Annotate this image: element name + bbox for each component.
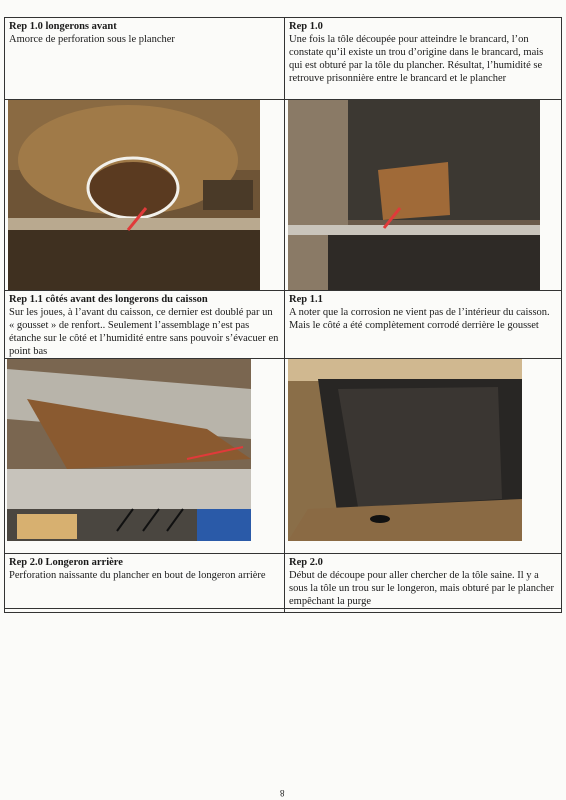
rep-1-1-left-text: Sur les joues, à l’avant du caisson, ce dernier est doublé par un « gousset » de renfort.. Seulement l’assemblage n’est pas étanche sur le côté et l’humidité entre sans pouvoir s’évacuer en point bas bbox=[9, 307, 279, 357]
rep-1-1-right-text: A noter que la corrosion ne vient pas de l’intérieur du caisson. Mais le côté a été complètement corrodé derrière le gousset bbox=[289, 307, 550, 331]
rep-2-0-left-text: Perforation naissante du plancher en bout de longeron arrière bbox=[9, 570, 266, 581]
rep-1-0-left-title: Rep 1.0 longerons avant bbox=[9, 21, 117, 32]
rep-1-0-left-text: Amorce de perforation sous le plancher bbox=[9, 34, 175, 45]
rep-1-0-right-title: Rep 1.0 bbox=[289, 21, 323, 32]
rep-1-0-left-cell bbox=[5, 18, 284, 99]
rep-1-1-right-title: Rep 1.1 bbox=[289, 294, 323, 305]
report-table-lower bbox=[4, 553, 562, 613]
rep-2-0-left-title: Rep 2.0 Longeron arrière bbox=[9, 557, 123, 568]
photo-rep-1-1-gusset bbox=[7, 359, 251, 541]
rep-2-0-right-title: Rep 2.0 bbox=[289, 557, 323, 568]
report-table-upper bbox=[4, 17, 562, 609]
photo-rep-1-0-cut-panel bbox=[288, 100, 540, 290]
photo-rep-1-1-caisson bbox=[288, 359, 522, 541]
rep-1-1-left-title: Rep 1.1 côtés avant des longerons du caisson bbox=[9, 294, 208, 305]
page-number: 8 bbox=[280, 788, 285, 798]
photo-rep-1-0-underside bbox=[8, 100, 260, 290]
rep-1-0-right-text: Une fois la tôle découpée pour atteindre le brancard, l’on constate qu’il existe un trou d’origine dans le brancard, mais qui est obturé par la tôle du plancher. Résultat, l’humidité se retrouve prisonnière entre le brancard et le plancher bbox=[289, 34, 544, 84]
rep-1-1-right-cell bbox=[285, 291, 562, 358]
rep-2-0-left-cell bbox=[5, 554, 284, 612]
rep-1-1-left-cell bbox=[5, 291, 284, 358]
rep-2-0-right-cell bbox=[285, 554, 562, 612]
rep-1-0-right-cell bbox=[285, 18, 562, 99]
rep-2-0-right-text: Début de découpe pour aller chercher de la tôle saine. Il y a sous la tôle un trou sur le longeron, mais obturé par le plancher empêchant la purge bbox=[289, 570, 555, 607]
